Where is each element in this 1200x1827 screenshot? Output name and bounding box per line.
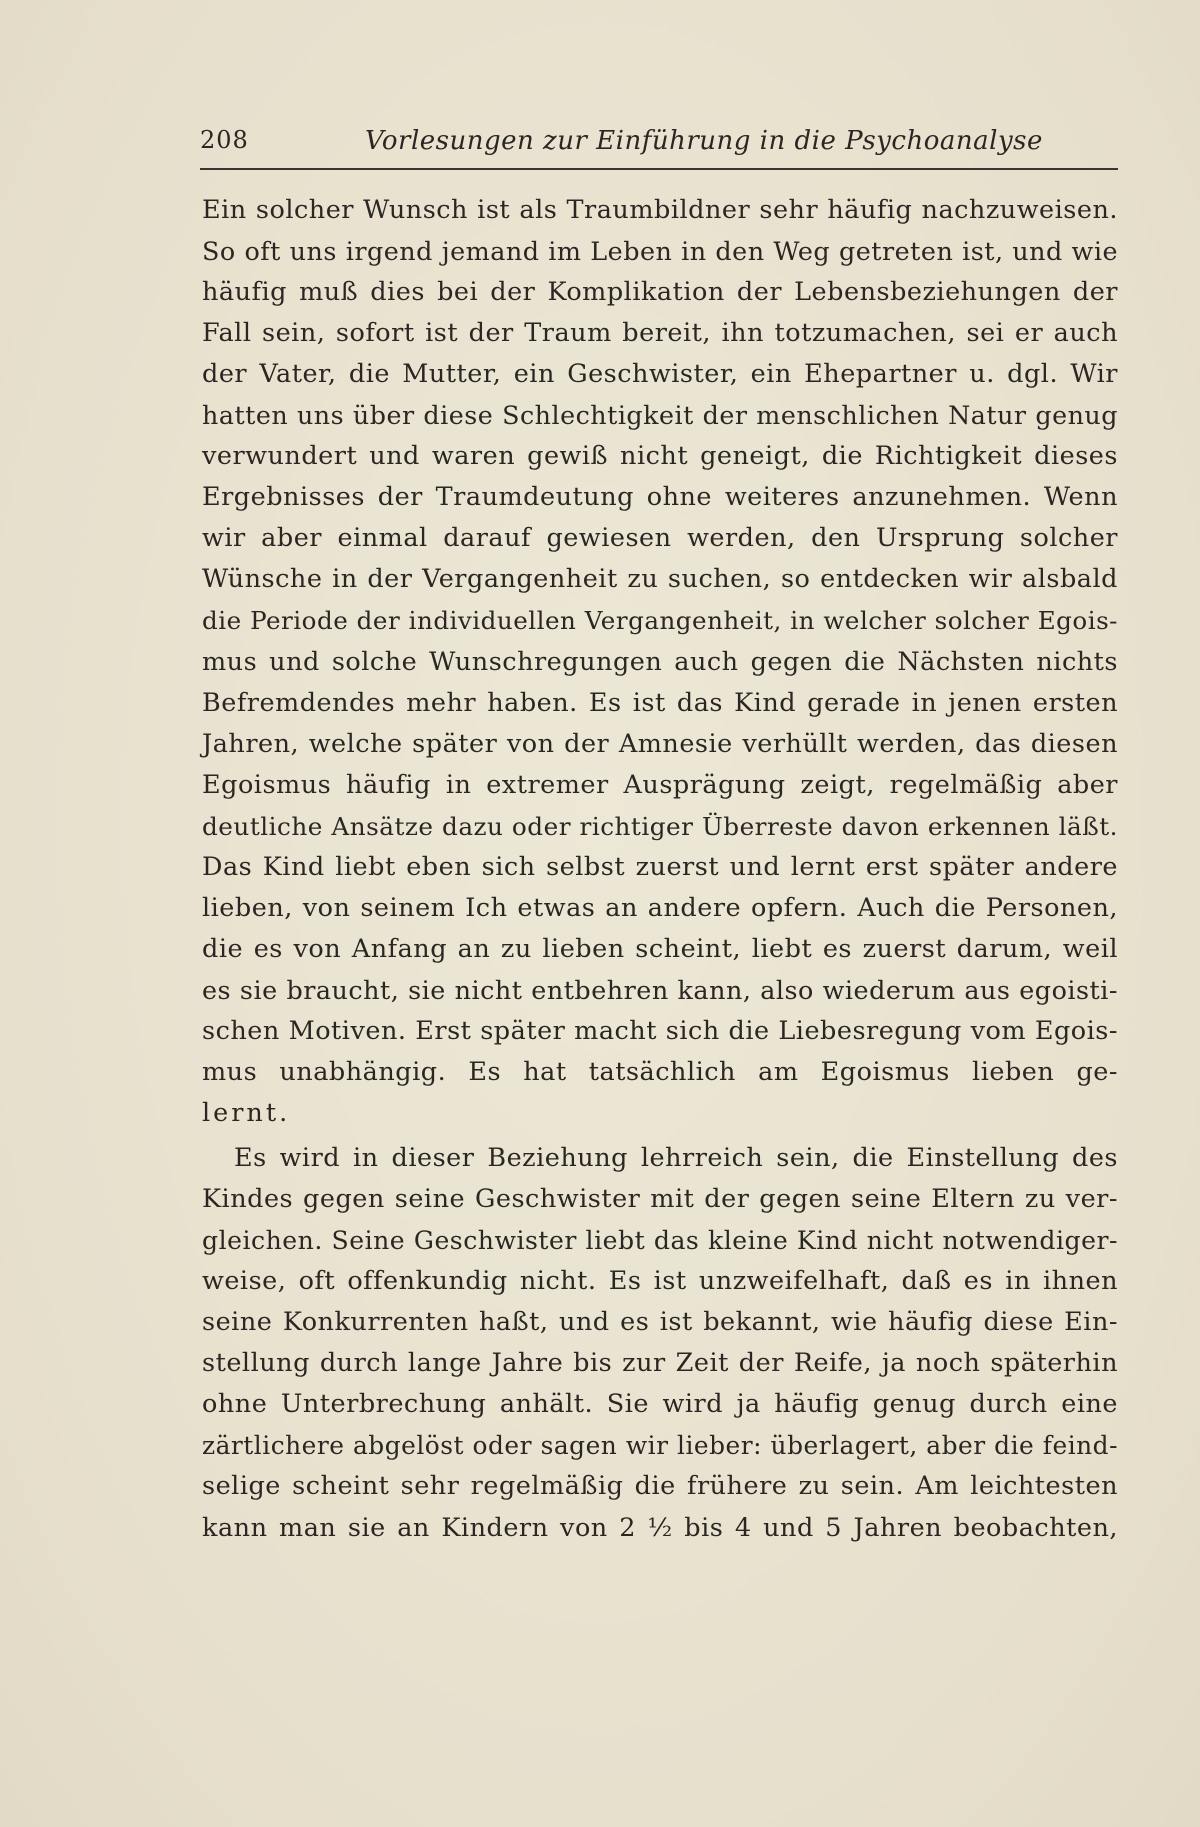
body-text	[202, 190, 1118, 1549]
text-line: die es von Anfang an zu lieben scheint, liebt es zuerst darum, weil	[202, 933, 1118, 964]
text-line: zärtlichere abgelöst oder sagen wir lieber: überlagert, aber die feind-	[202, 1431, 1118, 1461]
text-line: wir aber einmal darauf gewiesen werden, den Ursprung solcher	[202, 523, 1118, 554]
text-line: Das Kind liebt eben sich selbst zuerst und lernt erst später andere	[202, 851, 1118, 882]
text-line: seine Konkurrenten haßt, und es ist bekannt, wie häufig diese Ein-	[202, 1307, 1118, 1338]
text-line: stellung durch lange Jahre bis zur Zeit der Reife, ja noch späterhin	[202, 1348, 1118, 1379]
text-line: Befremdendes mehr haben. Es ist das Kind gerade in jenen ersten	[202, 687, 1118, 718]
text-line-spaced: mus unabhängig. Es hat tatsächlich am Egoismus lieben ge-	[202, 1056, 1118, 1087]
text-line: mus und solche Wunschregungen auch gegen die Nächsten nichts	[202, 646, 1118, 677]
text-line: der Vater, die Mutter, ein Geschwister, ein Ehepartner u. dgl. Wir	[202, 359, 1118, 390]
text-line: Kindes gegen seine Geschwister mit der gegen seine Eltern zu ver-	[202, 1184, 1118, 1215]
running-title: Vorlesungen zur Einführung in die Psychoanalyse	[365, 126, 1043, 156]
text-line: hatten uns über diese Schlechtigkeit der menschlichen Natur genug	[202, 400, 1118, 431]
text-line: gleichen. Seine Geschwister liebt das kleine Kind nicht notwendiger-	[202, 1226, 1118, 1256]
text-line: Jahren, welche später von der Amnesie verhüllt werden, das diesen	[202, 728, 1118, 759]
text-line: die Periode der individuellen Vergangenheit, in welcher solcher Egois-	[202, 606, 1118, 636]
text-line: Egoismus häufig in extremer Ausprägung zeigt, regelmäßig aber	[202, 769, 1118, 800]
text-line: deutliche Ansätze dazu oder richtiger Überreste davon erkennen läßt.	[202, 811, 1118, 841]
text-line: verwundert und waren gewiß nicht geneigt, die Richtigkeit dieses	[202, 441, 1118, 472]
text-line: Es wird in dieser Beziehung lehrreich sein, die Einstellung des	[234, 1143, 1118, 1174]
running-head	[200, 122, 1116, 162]
text-line: kann man sie an Kindern von 2 ½ bis 4 und 5 Jahren beobachten,	[202, 1512, 1118, 1543]
text-line: Ergebnisses der Traumdeutung ohne weiteres anzunehmen. Wenn	[202, 482, 1118, 513]
text-line: selige scheint sehr regelmäßig die frühere zu sein. Am leichtesten	[202, 1471, 1118, 1502]
header-rule	[200, 168, 1118, 170]
text-line: es sie braucht, sie nicht entbehren kann, also wiederum aus egoisti-	[202, 974, 1118, 1005]
text-line: lieben, von seinem Ich etwas an andere opfern. Auch die Personen,	[202, 892, 1118, 923]
text-line: häufig muß dies bei der Komplikation der Lebensbeziehungen der	[202, 277, 1118, 308]
text-line: ohne Unterbrechung anhält. Sie wird ja häufig genug durch eine	[202, 1389, 1118, 1420]
text-line: weise, oft offenkundig nicht. Es ist unzweifelhaft, daß es in ihnen	[202, 1266, 1118, 1297]
page-number: 208	[200, 126, 249, 154]
text-line: Fall sein, sofort ist der Traum bereit, ihn totzumachen, sei er auch	[202, 318, 1118, 349]
text-line: Ein solcher Wunsch ist als Traumbildner sehr häufig nachzuweisen.	[202, 195, 1118, 225]
text-line-spaced: lernt.	[202, 1098, 291, 1129]
text-line: So oft uns irgend jemand im Leben in den Weg getreten ist, und wie	[202, 236, 1118, 267]
text-line: schen Motiven. Erst später macht sich die Liebesregung vom Egois-	[202, 1015, 1118, 1046]
text-line: Wünsche in der Vergangenheit zu suchen, so entdecken wir alsbald	[202, 564, 1118, 595]
